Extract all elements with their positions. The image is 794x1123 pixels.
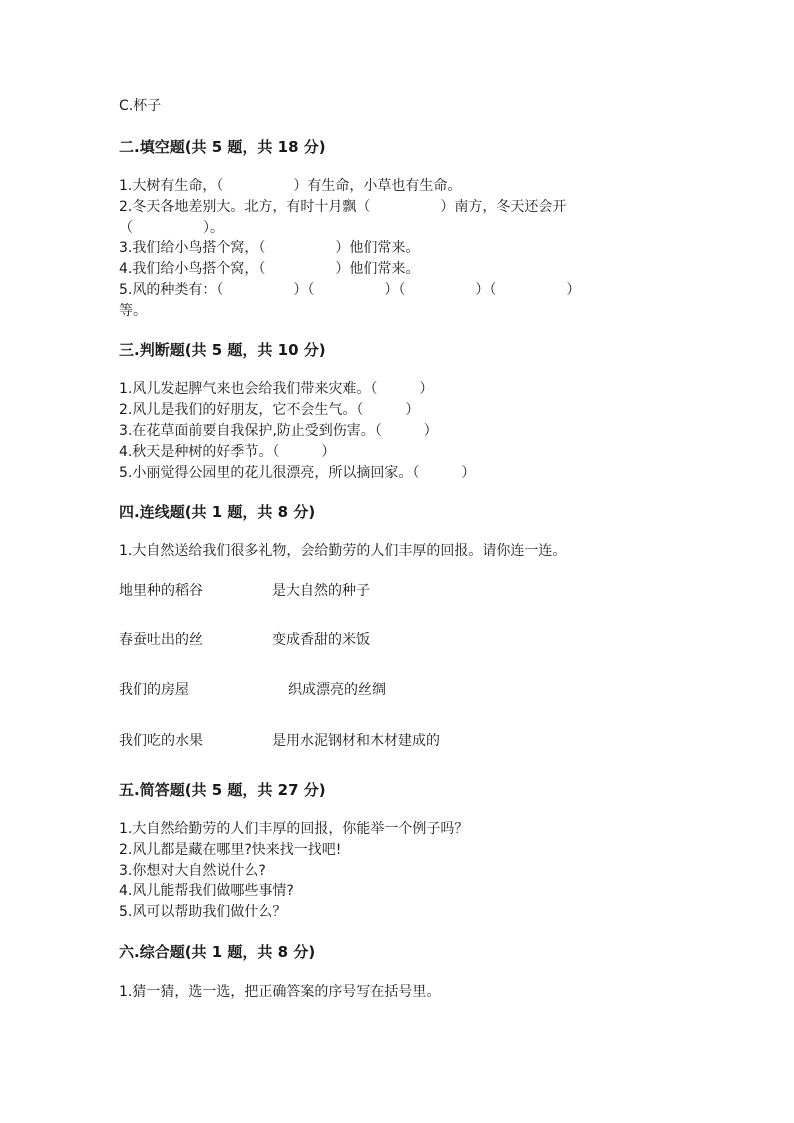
option-c: C.杯子 <box>119 98 162 114</box>
judge-question-2: 2.风儿是我们的好朋友，它不会生气。（ ） <box>119 402 420 418</box>
short-question-5: 5.风可以帮助我们做什么？ <box>119 904 287 920</box>
section-comp-title: 六.综合题(共 1 题，共 8 分) <box>119 943 316 961</box>
short-question-3: 3.你想对大自然说什么? <box>119 863 266 879</box>
match-left-item: 地里种的稻谷 <box>119 583 203 599</box>
match-right-item: 变成香甜的米饭 <box>272 632 370 648</box>
fill-question-2-cont: （ ）。 <box>119 220 224 236</box>
short-question-1: 1.大自然给勤劳的人们丰厚的回报，你能举一个例子吗？ <box>119 821 469 837</box>
match-left-item: 我们的房屋 <box>119 682 189 698</box>
section-judge-title: 三.判断题(共 5 题，共 10 分) <box>119 341 326 359</box>
fill-question-1: 1.大树有生命，（ ）有生命，小草也有生命。 <box>119 178 462 194</box>
judge-question-4: 4.秋天是种树的好季节。（ ） <box>119 444 336 460</box>
section-fill-title: 二.填空题(共 5 题，共 18 分) <box>119 138 326 156</box>
fill-question-2: 2.冬天各地差别大。北方，有时十月飘（ ）南方，冬天还会开 <box>119 199 567 215</box>
match-right-item: 是用水泥钢材和木材建成的 <box>272 733 440 749</box>
short-question-2: 2.风儿都是藏在哪里?快来找一找吧! <box>119 842 342 858</box>
judge-question-5: 5.小丽觉得公园里的花儿很漂亮，所以摘回家。（ ） <box>119 465 476 481</box>
match-left-item: 我们吃的水果 <box>119 733 203 749</box>
fill-question-3: 3.我们给小鸟搭个窝，（ ）他们常来。 <box>119 240 420 256</box>
judge-question-1: 1.风儿发起脾气来也会给我们带来灾难。（ ） <box>119 381 434 397</box>
match-question: 1.大自然送给我们很多礼物，会给勤劳的人们丰厚的回报。请你连一连。 <box>119 543 567 559</box>
match-left-item: 春蚕吐出的丝 <box>119 632 203 648</box>
match-right-item: 织成漂亮的丝绸 <box>288 682 386 698</box>
comp-question-1: 1.猜一猜，选一选，把正确答案的序号写在括号里。 <box>119 984 441 1000</box>
fill-question-4: 4.我们给小鸟搭个窝，（ ）他们常来。 <box>119 261 420 277</box>
section-match-title: 四.连线题(共 1 题，共 8 分) <box>119 503 316 521</box>
short-question-4: 4.风儿能帮我们做哪些事情? <box>119 883 294 899</box>
judge-question-3: 3.在花草面前要自我保护,防止受到伤害。（ ） <box>119 423 438 439</box>
fill-question-5-cont: 等。 <box>119 303 147 319</box>
fill-question-5: 5.风的种类有：（ ）（ ）（ ）（ ） <box>119 282 581 298</box>
section-short-title: 五.简答题(共 5 题，共 27 分) <box>119 781 326 799</box>
match-right-item: 是大自然的种子 <box>272 583 370 599</box>
